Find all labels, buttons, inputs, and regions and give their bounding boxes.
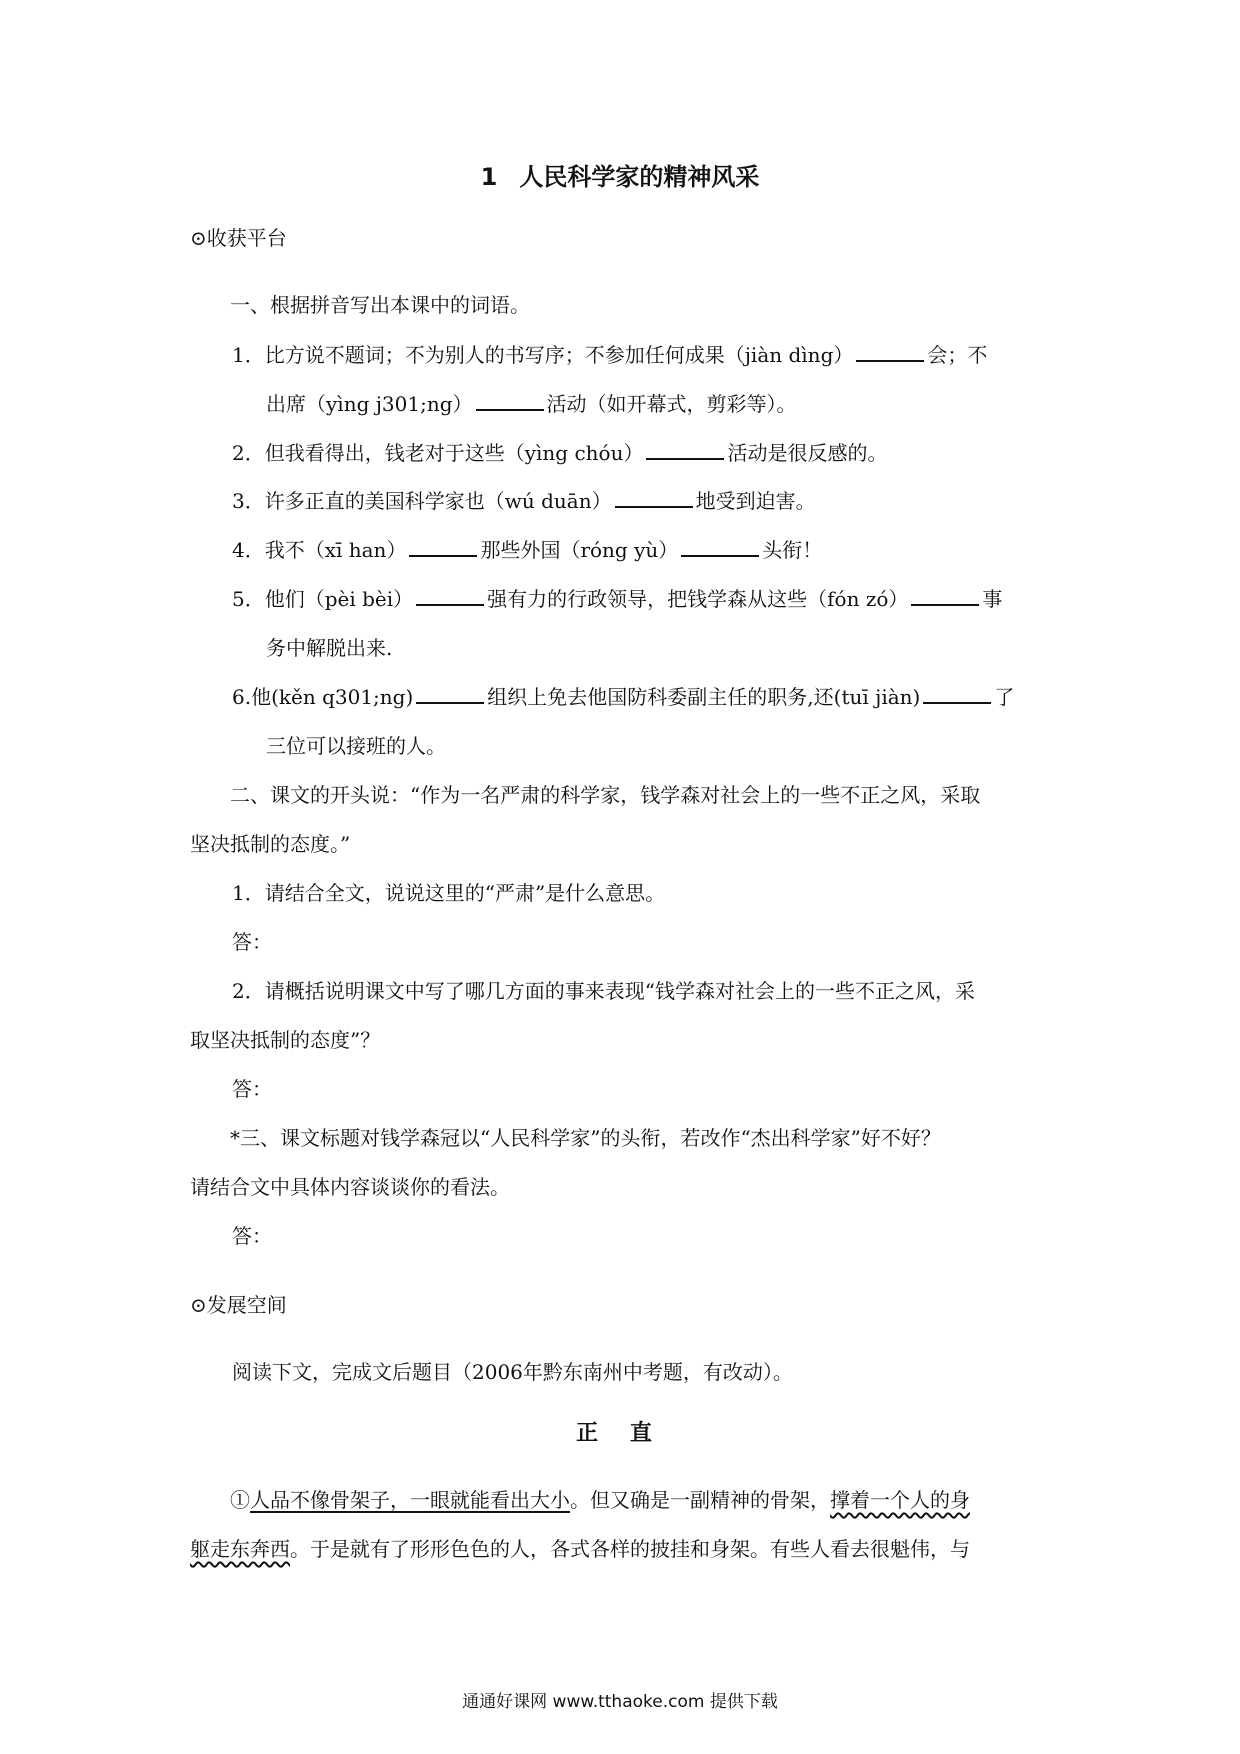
q1-item-4-tail: 头衔！ [762, 538, 823, 562]
q1-item-1b-tail: 活动（如开幕式，剪彩等）。 [546, 392, 797, 416]
q3-stem-line-2: 请结合文中具体内容谈谈你的看法。 [190, 1175, 510, 1199]
answer-blank[interactable] [856, 340, 924, 362]
q1-item-5-prompt: 5．他们（pèi bèi） [232, 587, 414, 611]
q1-item-5-line-2: 务中解脱出来. [266, 636, 393, 660]
q1-item-1-line-1 [232, 340, 987, 370]
answer-blank[interactable] [911, 584, 979, 606]
q2-sub-2-line-1: 2．请概括说明课文中写了哪几方面的事来表现“钱学森对社会上的一些不正之风，采 [232, 979, 975, 1003]
q2-answer-2-label: 答： [232, 1077, 272, 1101]
passage-paragraph-1-line-2 [190, 1534, 970, 1564]
q1-item-2-prompt: 2．但我看得出，钱老对于这些（yìng chóu） [232, 441, 644, 465]
q1-item-1-line-2 [266, 389, 797, 419]
q1-item-6-middle: 组织上免去他国防科委副主任的职务,还(tuī jiàn) [487, 685, 921, 709]
paragraph-text: 。于是就有了形形色色的人，各式各样的披挂和身架。有些人看去很魁伟，与 [290, 1537, 970, 1561]
section-label-development: ⊙发展空间 [190, 1293, 287, 1317]
page-footer: 通通好课网 www.tthaoke.com 提供下载 [462, 1692, 778, 1712]
q1-heading: 一、根据拼音写出本课中的词语。 [230, 293, 530, 317]
q1-item-6-prompt: 6.他(kěn q301;ng) [232, 685, 414, 709]
passage-title: 正 直 [576, 1421, 664, 1446]
answer-blank[interactable] [416, 584, 484, 606]
answer-blank[interactable] [409, 535, 477, 557]
wavy-underlined-phrase: 躯走东奔西 [190, 1537, 290, 1561]
paragraph-marker: ① [230, 1488, 250, 1512]
underlined-phrase: 人品不像骨架子，一眼就能看出大小 [250, 1488, 570, 1512]
answer-blank[interactable] [646, 438, 724, 460]
reading-instructions: 阅读下文，完成文后题目（2006年黔东南州中考题，有改动）。 [232, 1360, 793, 1384]
q1-item-5-middle: 强有力的行政领导，把钱学森从这些（fón zó） [487, 587, 909, 611]
q2-stem-line-1: 二、课文的开头说：“作为一名严肃的科学家，钱学森对社会上的一些不正之风，采取 [230, 783, 981, 807]
page-title [0, 160, 1240, 194]
q3-answer-label: 答： [232, 1224, 272, 1248]
q1-item-6-tail: 了 [994, 685, 1015, 709]
q1-item-2 [232, 438, 887, 468]
q1-item-1b-prompt: 出席（yìng j301;ng） [266, 392, 473, 416]
passage-paragraph-1-line-1 [230, 1485, 970, 1515]
q1-item-4 [232, 535, 822, 565]
q1-item-1-tail: 会；不 [927, 343, 988, 367]
q2-stem-line-2: 坚决抵制的态度。” [190, 832, 351, 856]
lesson-number: 1 [480, 163, 498, 191]
paragraph-text: 。但又确是一副精神的骨架， [570, 1488, 830, 1512]
q1-item-6-line-2: 三位可以接班的人。 [266, 734, 446, 758]
q1-item-5-tail: 事 [982, 587, 1003, 611]
q3-stem-line-1: *三、课文标题对钱学森冠以“人民科学家”的头衔，若改作“杰出科学家”好不好？ [230, 1126, 941, 1150]
wavy-underlined-phrase: 撑着一个人的身 [830, 1488, 970, 1512]
q1-item-3 [232, 486, 816, 516]
q1-item-2-tail: 活动是很反感的。 [727, 441, 888, 465]
q2-answer-1-label: 答： [232, 930, 272, 954]
q1-item-4-prompt: 4．我不（xī han） [232, 538, 407, 562]
answer-blank[interactable] [923, 682, 991, 704]
q1-item-3-tail: 地受到迫害。 [695, 489, 816, 513]
answer-blank[interactable] [476, 389, 544, 411]
q1-item-4-middle: 那些外国（róng yù） [480, 538, 679, 562]
q1-item-3-prompt: 3．许多正直的美国科学家也（wú duān） [232, 489, 612, 513]
q2-sub-1: 1．请结合全文，说说这里的“严肃”是什么意思。 [232, 881, 666, 905]
q1-item-6-line-1 [232, 682, 1014, 712]
q1-item-5-line-1 [232, 584, 1002, 614]
section-label-harvest: ⊙收获平台 [190, 226, 287, 250]
q1-item-1-prompt: 1．比方说不题词；不为别人的书写序；不参加任何成果（jiàn dìng） [232, 343, 854, 367]
lesson-title: 人民科学家的精神风采 [519, 163, 760, 191]
q2-sub-2-line-2: 取坚决抵制的态度”？ [190, 1028, 381, 1052]
answer-blank[interactable] [615, 486, 693, 508]
answer-blank[interactable] [681, 535, 759, 557]
answer-blank[interactable] [416, 682, 484, 704]
